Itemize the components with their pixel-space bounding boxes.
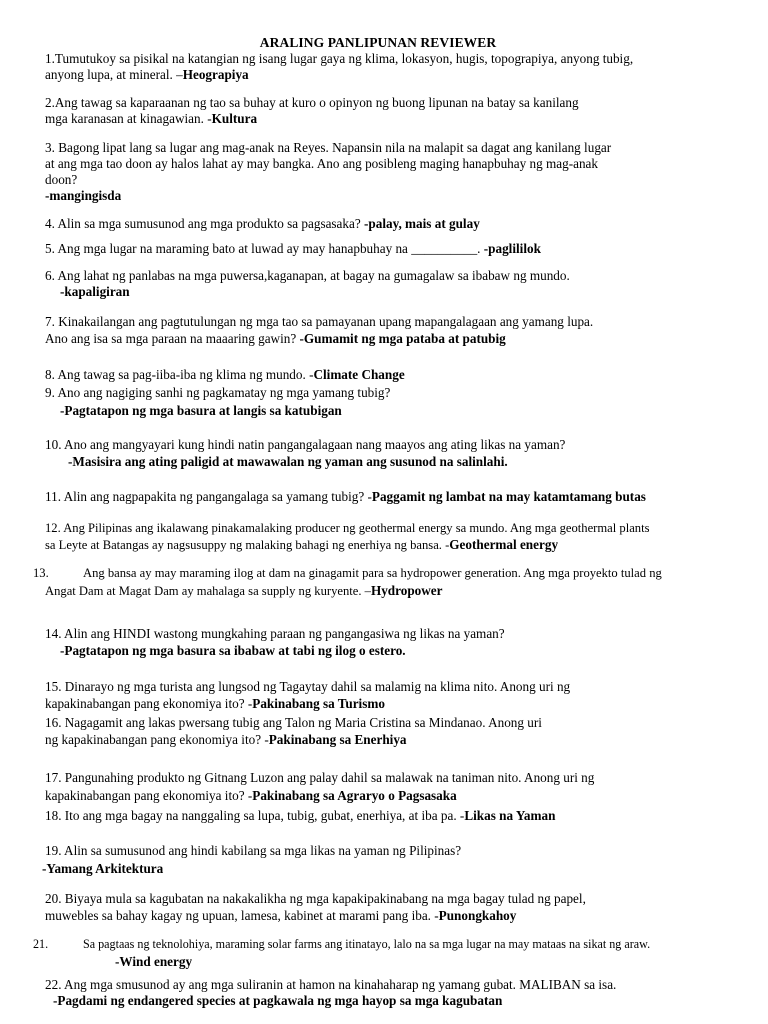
question-text: ng kapakinabangan pang ekonomiya ito? - — [45, 732, 269, 747]
question-text: 5. Ang mga lugar na maraming bato at luwad ay may hanapbuhay na — [45, 241, 412, 256]
question-item-7 — [45, 314, 745, 347]
question-text: 18. Ito ang mga bagay na nanggaling sa lupa, tubig, gubat, enerhiya, at iba pa. - — [45, 808, 465, 823]
question-item-15 — [45, 679, 745, 712]
answer-text: -Yamang Arkitektura — [42, 861, 164, 876]
answer-text: -Pagtatapon ng mga basura sa ibabaw at tabi ng ilog o estero. — [60, 643, 406, 658]
answer-text: -Gumamit ng mga pataba at patubig — [299, 331, 506, 346]
question-text: 7. Kinakailangan ang pagtutulungan ng mga tao sa pamayanan upang mapangalagaan ang yamang lupa. — [45, 314, 594, 329]
answer-text: -Wind energy — [115, 954, 193, 969]
answer-text: Pakinabang sa Agraryo o Pagsasaka — [252, 788, 457, 803]
answer-text: Kultura — [211, 111, 258, 126]
question-item-10 — [45, 437, 745, 470]
question-text: doon? — [45, 172, 78, 187]
answer-text: Punongkahoy — [438, 908, 517, 923]
question-text: 12. Ang Pilipinas ang ikalawang pinakamalaking producer ng geothermal energy sa mundo. Ang mga geothermal plants — [45, 521, 650, 535]
question-item-8 — [45, 367, 745, 383]
answer-blank: __________ — [411, 241, 478, 256]
question-item-6 — [45, 268, 745, 300]
answer-text: -mangingisda — [45, 188, 122, 203]
question-text: 9. Ano ang nagiging sanhi ng pagkamatay ng mga yamang tubig? — [45, 385, 391, 400]
question-text: 1.Tumutukoy sa pisikal na katangian ng isang lugar gaya ng klima, lokasyon, hugis, topograpiya, anyong tubig, — [45, 51, 634, 66]
question-text: 22. Ang mga smusunod ay ang mga suliranin at hamon na kinahaharap ng yamang gubat. MALIBAN sa isa. — [45, 977, 617, 992]
question-item-1 — [45, 51, 745, 83]
question-text: 14. Alin ang HINDI wastong mungkahing paraan ng pangangasiwa ng likas na yaman? — [45, 626, 505, 641]
question-text: Ano ang isa sa mga paraan na maaaring gawin? — [45, 331, 300, 346]
answer-text: -Pagdami ng endangered species at pagkawala ng mga hayop sa mga kagubatan — [53, 993, 503, 1008]
question-text: 19. Alin sa sumusunod ang hindi kabilang sa mga likas na yaman ng Pilipinas? — [45, 843, 462, 858]
question-item-14 — [45, 626, 745, 659]
question-item-19 — [42, 843, 745, 877]
question-item-22 — [45, 977, 745, 1009]
question-item-11 — [45, 489, 745, 505]
question-text: sa Leyte at Batangas ay nagsusuppy ng malaking bahagi ng enerhiya ng bansa. - — [45, 538, 450, 552]
question-text: Ang bansa ay may maraming ilog at dam na ginagamit para sa hydropower generation. Ang mga proyekto tulad ng — [83, 566, 662, 580]
question-item-18 — [45, 808, 745, 824]
question-text: 15. Dinarayo ng mga turista ang lungsod ng Tagaytay dahil sa malamig na klima nito. Anong uri ng — [45, 679, 571, 694]
answer-text: Climate Change — [313, 367, 405, 382]
answer-text: -kapaligiran — [60, 284, 130, 299]
question-text: 4. Alin sa mga sumusunod ang mga produkto sa pagsasaka? — [45, 216, 365, 231]
question-text: kapakinabangan pang ekonomiya ito? - — [45, 788, 253, 803]
question-item-20 — [45, 891, 745, 924]
question-item-5 — [45, 241, 745, 257]
question-text: 8. Ang tawag sa pag-iiba-iba ng klima ng mundo. - — [45, 367, 314, 382]
answer-text: -palay, mais at gulay — [364, 216, 480, 231]
question-text: 3. Bagong lipat lang sa lugar ang mag-anak na Reyes. Napansin nila na malapit sa dagat ang kanilang lugar — [45, 140, 612, 155]
question-text: Sa pagtaas ng teknolohiya, maraming solar farms ang itinatayo, lalo na sa mga lugar na may mataas na sikat ng araw. — [83, 937, 651, 951]
question-item-13 — [33, 565, 745, 599]
question-item-12 — [45, 520, 745, 553]
question-text: kapakinabangan pang ekonomiya ito? - — [45, 696, 253, 711]
question-item-2 — [45, 95, 745, 127]
question-text: muwebles sa bahay kagay ng upuan, lamesa, kabinet at marami pang iba. - — [45, 908, 439, 923]
answer-text: Likas na Yaman — [464, 808, 556, 823]
question-text: mga karanasan at kinagawian. - — [45, 111, 212, 126]
question-item-9 — [45, 385, 745, 419]
question-item-17 — [45, 770, 745, 804]
question-number: 13. — [33, 566, 49, 580]
question-item-16 — [45, 715, 745, 748]
answer-text: Pakinabang sa Turismo — [252, 696, 385, 711]
question-text: 6. Ang lahat ng panlabas na mga puwersa,kaganapan, at bagay na gumagalaw sa ibabaw ng mundo. — [45, 268, 570, 283]
answer-text: -Masisira ang ating paligid at mawawalan ng yaman ang susunod na salinlahi. — [68, 454, 508, 469]
answer-text: Heograpiya — [182, 67, 249, 82]
question-text: at ang mga tao doon ay halos lahat ay may bangka. Ano ang posibleng maging hanapbuhay ng mag-anak — [45, 156, 598, 171]
question-item-4 — [45, 216, 745, 232]
answer-text: -paglililok — [483, 241, 541, 256]
answer-text: Hydropower — [370, 583, 443, 598]
question-text: 17. Pangunahing produkto ng Gitnang Luzon ang palay dahil sa malawak na taniman nito. Anong uri ng — [45, 770, 595, 785]
question-item-21 — [33, 936, 745, 970]
question-text: 16. Nagagamit ang lakas pwersang tubig ang Talon ng Maria Cristina sa Mindanao. Anong uri — [45, 715, 542, 730]
question-text: anyong lupa, at mineral. – — [45, 67, 183, 82]
question-text: 2.Ang tawag sa kaparaanan ng tao sa buhay at kuro o opinyon ng buong lipunan na batay sa kanilang — [45, 95, 579, 110]
answer-text: Geothermal energy — [449, 537, 559, 552]
answer-text: Paggamit ng lambat na may katamtamang butas — [371, 489, 646, 504]
question-text: 20. Biyaya mula sa kagubatan na nakakalikha ng mga kapakipakinabang na mga bagay tulad ng papel, — [45, 891, 586, 906]
question-number: 21. — [33, 937, 49, 951]
question-item-3 — [45, 140, 745, 204]
question-text: . — [477, 241, 484, 256]
question-text: 10. Ano ang mangyayari kung hindi natin pangangalagaan nang maayos ang ating likas na yaman? — [45, 437, 566, 452]
answer-text: Pakinabang sa Enerhiya — [268, 732, 407, 747]
question-text: 11. Alin ang nagpapakita ng pangangalaga sa yamang tubig? - — [45, 489, 372, 504]
document-title: ARALING PANLIPUNAN REVIEWER — [259, 35, 497, 50]
question-text: Angat Dam at Magat Dam ay mahalaga sa supply ng kuryente. – — [45, 584, 371, 598]
answer-text: -Pagtatapon ng mga basura at langis sa katubigan — [60, 403, 342, 418]
